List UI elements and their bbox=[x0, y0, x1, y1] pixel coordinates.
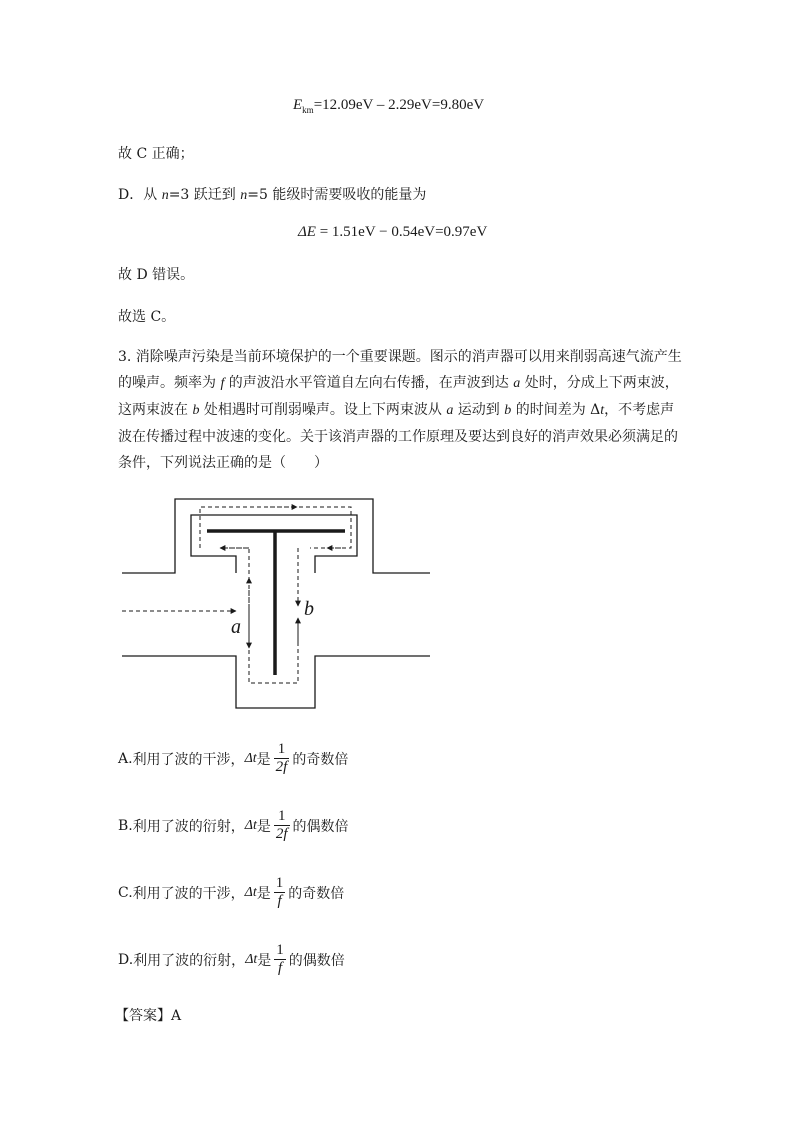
energy-subscript: km bbox=[302, 105, 314, 115]
option-c: C. 利用了波的干涉， Δt 是 $\frac{1}{f}$ 的奇数倍 bbox=[118, 875, 345, 909]
text-d-wrong: 故 D 错误。 bbox=[118, 267, 195, 283]
text-option-d-explanation: D．从 n=3 跃迁到 n=5 能级时需要吸收的能量为 bbox=[118, 187, 427, 203]
equation-rhs: =12.09eV – 2.29eV=9.80eV bbox=[313, 97, 485, 113]
option-b: B. 利用了波的衍射， Δt 是 $\frac{1}{2f}$ 的偶数倍 bbox=[118, 808, 349, 842]
equation-energy-km bbox=[293, 97, 484, 115]
label-b: b bbox=[304, 598, 314, 620]
delta-e-symbol: ΔE bbox=[298, 224, 316, 240]
fraction: $\frac{1}{2f}$ bbox=[275, 741, 288, 775]
answer-value: A bbox=[171, 1008, 182, 1024]
option-a: A. 利用了波的干涉， Δt 是 $\frac{1}{2f}$ 的奇数倍 bbox=[118, 741, 349, 775]
fraction: $\frac{1}{2f}$ bbox=[275, 808, 288, 842]
energy-symbol: E bbox=[293, 97, 303, 113]
text-c-correct: 故 C 正确； bbox=[118, 146, 194, 162]
answer bbox=[115, 1005, 181, 1025]
muffler-diagram bbox=[115, 493, 435, 713]
equation-delta-e bbox=[298, 224, 487, 241]
fraction: $\frac{1}{f}$ bbox=[276, 942, 284, 976]
label-a: a bbox=[231, 616, 241, 638]
option-d: D. 利用了波的衍射， Δt 是 $\frac{1}{f}$ 的偶数倍 bbox=[118, 942, 345, 976]
question-3-stem: 3. 消除噪声污染是当前环境保护的一个重要课题。图示的消声器可以用来削弱高速气流产生的噪声。频率为 f 的声波沿水平管道自左向右传播，在声波到达 a 处时，分成上下两束波，这两束波在 b 处相遇时可削弱噪声。设上下两束波从 a 运动到 b 的时间差为 Δt，不考虑声波在传播过程中波速的变化。关于该消声器的工作原理及要达到良好的消声效果必须满足的条件，下列说法正确的是（ ） bbox=[118, 349, 682, 471]
text-choose-c: 故选 C。 bbox=[118, 309, 176, 325]
t-partition bbox=[207, 531, 345, 675]
equation-rhs: = 1.51eV − 0.54eV=0.97eV bbox=[315, 224, 488, 240]
question-number: 3. bbox=[118, 349, 132, 365]
fraction: $\frac{1}{f}$ bbox=[275, 875, 284, 909]
answer-label: 【答案】 bbox=[115, 1008, 171, 1024]
